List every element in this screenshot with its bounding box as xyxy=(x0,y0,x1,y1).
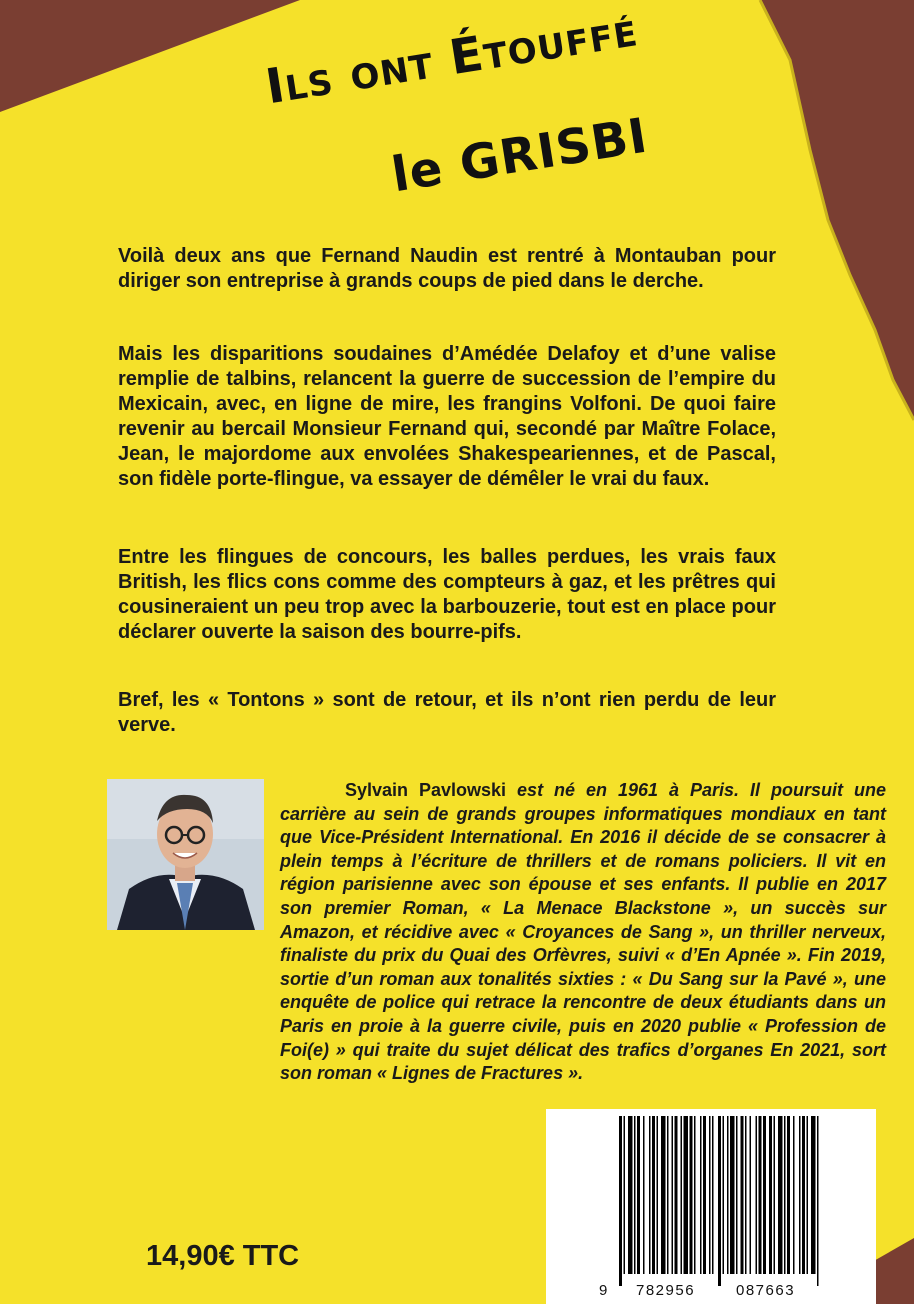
barcode-bar xyxy=(643,1116,645,1274)
barcode-bar xyxy=(637,1116,640,1274)
barcode-bar xyxy=(628,1116,633,1274)
barcode-bar xyxy=(619,1116,622,1286)
barcode-bar xyxy=(723,1116,725,1274)
barcode-bar xyxy=(736,1116,738,1274)
blurb-paragraph-1: Voilà deux ans que Fernand Naudin est rentré à Montauban pour diriger son entreprise à grands coups de pied dans le derche. xyxy=(118,245,776,292)
barcode-bar xyxy=(759,1116,762,1274)
barcode-bar xyxy=(727,1116,729,1274)
barcode-digit-left-group: 782956 xyxy=(636,1282,696,1299)
barcode-bar xyxy=(649,1116,651,1274)
barcode-digit-prefix: 9 xyxy=(599,1282,608,1299)
blurb-paragraph-2: Mais les disparitions soudaines d’Amédée Delafoy et d’une valise remplie de talbins, relancent la guerre de succession de l’empire du Mexicain, avec, en ligne de mire, les frangins Volfoni. De quoi faire revenir au bercail Monsieur Fernand qui, secondé par Maître Folace, Jean, le majordome aux envolées Shakespeariennes, et de Pascal, son fidèle porte-flingue, va essayer de démêler le vrai du faux. xyxy=(118,343,776,490)
barcode-bar xyxy=(799,1116,801,1274)
barcode-bar xyxy=(703,1116,706,1274)
barcode-bar xyxy=(774,1116,776,1274)
author-bio xyxy=(280,779,886,1086)
price-label: 14,90€ TTC xyxy=(146,1240,300,1272)
isbn-barcode xyxy=(546,1109,876,1304)
barcode-bar xyxy=(787,1116,790,1274)
barcode-bar xyxy=(778,1116,783,1274)
barcode-digit-right-group: 087663 xyxy=(736,1282,796,1299)
barcode-bar xyxy=(817,1116,819,1286)
barcode-bar xyxy=(769,1116,772,1274)
author-bio-text: est né en 1961 à Paris. Il poursuit une carrière au sein de grands groupes informatiques mondiaux en tant que Vice-Président International. En 2016 il décide de se consacrer à plein temps à l’écriture de thrillers et de romans policiers. Il vit en région parisienne avec son épouse et ses enfants. Il publie en 2017 son premier Roman, « La Menace Blackstone », un succès sur Amazon, et récidive avec « Croyances de Sang », un thriller nerveux, finaliste du prix du Quai des Orfèvres, suivi « d’En Apnée ». Fin 2019, sortie d’un roman aux tonalités sixties : « Du Sang sur la Pavé », une enquête de police qui retrace la rencontre de deux étudiants dans un Paris en proie à la guerre civile, puis en 2020 publie « Profession de Foi(e) » qui traite du sujet délicat des trafics d’organes En 2021, sort son roman « Lignes de Fractures ». xyxy=(280,780,886,1084)
barcode-bar xyxy=(624,1116,626,1274)
barcode-bar xyxy=(667,1116,669,1274)
barcode-bar xyxy=(741,1116,744,1274)
barcode-bar xyxy=(745,1116,747,1274)
barcode-bar xyxy=(634,1116,636,1274)
barcode-bar xyxy=(807,1116,809,1274)
barcode-bar xyxy=(712,1116,714,1274)
barcode-bar xyxy=(690,1116,693,1274)
barcode-bar xyxy=(730,1116,735,1274)
author-photo xyxy=(107,779,264,930)
barcode-bar xyxy=(718,1116,721,1286)
barcode-bar xyxy=(784,1116,786,1274)
barcode-bar xyxy=(763,1116,766,1274)
barcode-bar xyxy=(709,1116,711,1274)
barcode-bar xyxy=(657,1116,659,1274)
barcode-bar xyxy=(681,1116,683,1274)
book-title-line-2: le GRISBI xyxy=(388,107,652,204)
barcode-bar xyxy=(672,1116,674,1274)
barcode-bar xyxy=(793,1116,795,1274)
barcode-bar xyxy=(694,1116,696,1274)
barcode-bar xyxy=(811,1116,816,1274)
barcode-bar xyxy=(802,1116,805,1274)
blurb-paragraph-3: Entre les flingues de concours, les balles perdues, les vrais faux British, les flics cons comme des compteurs à gaz, et les prêtres qui cousineraient un peu trop avec la barbouzerie, tout est en place pour déclarer ouverte la saison des bourre-pifs. xyxy=(118,546,776,643)
book-title-line-1: Ils ont Étouffé xyxy=(262,1,642,116)
barcode-bar xyxy=(684,1116,689,1274)
barcode-bar xyxy=(750,1116,752,1274)
barcode-bar xyxy=(661,1116,666,1274)
barcode-bar xyxy=(700,1116,702,1274)
barcode-bars xyxy=(619,1116,819,1286)
barcode-bar xyxy=(675,1116,678,1274)
author-name: Sylvain Pavlowski xyxy=(345,780,507,800)
blurb-paragraph-4: Bref, les « Tontons » sont de retour, et ils n’ont rien perdu de leur verve. xyxy=(118,689,776,736)
barcode-bar xyxy=(652,1116,655,1274)
barcode-bar xyxy=(756,1116,758,1274)
